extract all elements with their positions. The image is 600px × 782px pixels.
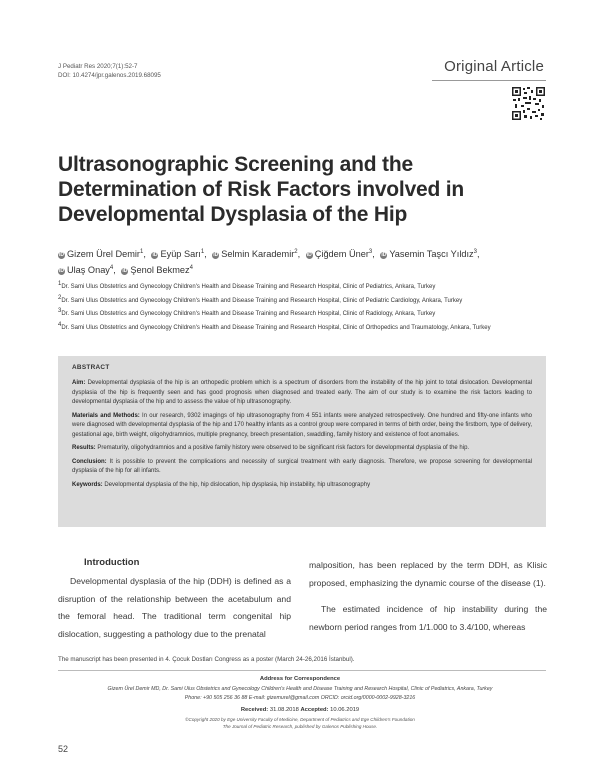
author: iD Çiğdem Üner$^3$, — [306, 249, 375, 260]
publisher-line: The Journal of Pediatric Research, published by Galenos Publishing House. — [222, 724, 378, 729]
qr-code-icon — [511, 86, 546, 121]
citation-line: J Pediatr Res 2020;7(1):52-7 — [58, 63, 138, 70]
author: iD Selmin Karademir$^2$, — [213, 249, 301, 260]
affiliation: $^2$Dr. Sami Ulus Obstetrics and Gynecology Children's Health and Disease Training and Research Hospital, Clinic of Pediatric Cardiology, Ankara, Turkey — [58, 294, 463, 304]
correspondence-address: Gizem Ürel Demir MD, Dr. Sami Ulus Obstetrics and Gynecology Children's Health and Disease Training and Research Hospital, Clinic of Pediatrics, Ankara, Turkey — [107, 686, 493, 692]
journal-info — [58, 62, 161, 80]
author: iD Yasemin Taşcı Yıldız$^3$, — [381, 249, 480, 260]
author: iD Ulaş Onay$^4$, — [59, 265, 116, 276]
right-column — [309, 557, 547, 636]
article-type: Original Article — [444, 58, 544, 75]
intro-paragraph: The estimated incidence of hip instability during the newborn period ranges from 1/1.000 to 3.4/100, whereas — [309, 604, 547, 632]
introduction-heading: Introduction — [84, 557, 140, 568]
author: iD Eyüp Sarı$^1$, — [152, 249, 207, 260]
correspondence-contact: Phone: +90 505 256 36 88 E-mail: gizemurel@gmail.com ORCID: orcid.org/0000-0002-9928-3216 — [184, 695, 416, 701]
abstract-heading: ABSTRACT — [72, 364, 110, 371]
author: iD Şenol Bekmez$^4$ — [122, 265, 193, 276]
page-number: 52 — [58, 744, 69, 754]
presentation-footnote: The manuscript has been presented in 4. Çocuk Dostları Congress as a poster (March 24-26,2016 İstanbul). — [58, 656, 355, 663]
abstract-box — [58, 356, 546, 527]
orcid-icon[interactable]: iD — [213, 252, 219, 259]
orcid-icon[interactable]: iD — [381, 252, 387, 259]
article-title: Ultrasonographic Screening and the Determination of Risk Factors involved in Developmental Dysplasia of the Hip — [58, 153, 465, 226]
header-rule — [432, 80, 546, 81]
footer-rule — [58, 670, 546, 671]
abstract-conclusion: Conclusion: It is possible to prevent the complications and necessity of surgical treatment with early diagnosis. Therefore, we propose screening for developmental dysplasia of the hip for all infants. — [72, 458, 532, 474]
intro-paragraph: Developmental dysplasia of the hip (DDH) is defined as a disruption of the relationship between the acetabulum and the femoral head. The traditional term congenital hip dislocation, suggesting a pathology due to the prenatal — [58, 576, 291, 639]
orcid-icon[interactable]: iD — [152, 252, 158, 259]
orcid-icon[interactable]: iD — [59, 268, 64, 275]
orcid-icon[interactable]: iD — [306, 252, 312, 259]
left-column — [58, 573, 291, 643]
orcid-icon[interactable]: iD — [59, 252, 64, 259]
abstract-methods: Materials and Methods: In our research, 9302 imagings of hip ultrasonography from 4 551 infants were analyzed retrospectively. One hundred and fifty-one infants who were diagnosed with developmental dysplasia of the hip and 170 healthy infants as a control group were compared in terms of birth order, being the firstborn, type of delivery, gestational age, birth weight, oligohydramnios, multiple pregnancy, breech presentation, swaddling, family history and existence of foot anomalies. — [72, 412, 532, 438]
orcid-icon[interactable]: iD — [122, 268, 128, 275]
doi-line: DOI: 10.4274/jpr.galenos.2019.68095 — [58, 72, 161, 79]
affiliation: $^3$Dr. Sami Ulus Obstetrics and Gynecology Children's Health and Disease Training and Research Hospital, Clinic of Radiology, Ankara, Turkey — [58, 308, 436, 317]
author: iD Gizem Ürel Demir$^1$, — [59, 249, 146, 260]
affiliation: $^4$Dr. Sami Ulus Obstetrics and Gynecology Children's Health and Disease Training and Research Hospital, Clinic of Orthopedics and Traumatology, Ankara, Turkey — [58, 321, 491, 331]
author-list — [58, 245, 548, 277]
affiliation: $^1$Dr. Sami Ulus Obstetrics and Gynecology Children's Health and Disease Training and Research Hospital, Clinic of Pediatrics, Ankara, Turkey — [58, 281, 436, 290]
abstract-aim: Aim: Developmental dysplasia of the hip is an orthopedic problem which is a spectrum of disorders from the instability of the hip joint to total dislocation. Developmental dysplasia of the hip is frequently seen and has good prognosis when diagnosed and treated early. The aim of our study is to examine the risk factors leading to developmental dysplasia of the hip and to assess the value of hip ultrasonography. — [72, 380, 532, 405]
copyright-line: ©Copyright 2020 by Ege University Faculty of Medicine, Department of Pediatrics and Ege Children's Foundation — [185, 717, 415, 722]
abstract-results: Results: Prematurity, oligohydramnios and a positive family history were observed to be significant risk factors for developmental dysplasia of the hip. — [72, 445, 470, 451]
intro-paragraph: malposition, has been replaced by the term DDH, as Klisic proposed, emphasizing the dynamic course of the disease (1). — [309, 560, 547, 588]
affiliations — [58, 279, 548, 333]
article-dates: Received: 31.08.2018 Accepted: 10.06.2019 — [240, 707, 360, 713]
correspondence-heading: Address for Correspondence — [259, 676, 341, 682]
abstract-keywords: Keywords: Developmental dysplasia of the hip, hip dislocation, hip dysplasia, hip instability, hip ultrasonography — [72, 481, 371, 488]
